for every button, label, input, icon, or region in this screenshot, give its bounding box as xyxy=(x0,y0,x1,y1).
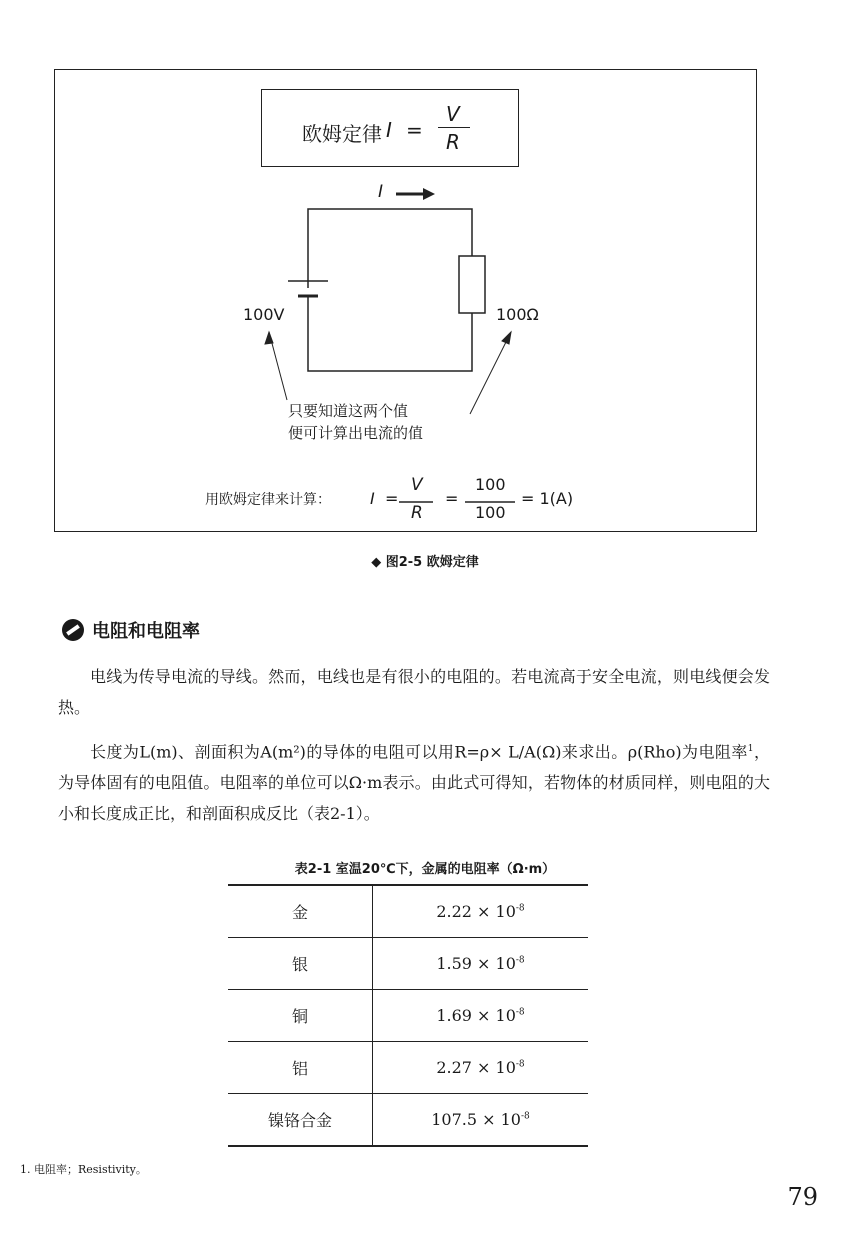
metal-name: 铜 xyxy=(228,990,373,1042)
paragraph-1: 电线为传导电流的导线。然而，电线也是有很小的电阻的。若电流高于安全电流，则电线便会发热。 xyxy=(58,667,770,717)
note-line-2: 便可计算出电流的值 xyxy=(288,424,424,442)
table-row xyxy=(228,990,588,1042)
metal-name: 镍铬合金 xyxy=(228,1094,373,1147)
footnote: 1. 电阻率；Resistivity。 xyxy=(20,1163,147,1176)
formula-equals: = xyxy=(406,118,423,142)
calc-equals-1: = xyxy=(385,489,399,508)
page-number: 79 xyxy=(787,1183,818,1211)
resistivity-value: $2.22 \times 10^{-8}$ xyxy=(373,885,589,938)
calc-equals-2: = xyxy=(445,489,459,508)
resistivity-value: $107.5 \times 10^{-8}$ xyxy=(373,1094,589,1147)
paragraph-2-part-2: ，为导体固有的电阻值。电阻率的单位可以Ω·m表示。由此式可得知，若物体的材质同样，则电阻的大小和长度成正比，和剖面积成反比（表2-1）。 xyxy=(58,742,770,824)
note-line-1: 只要知道这两个值 xyxy=(288,402,409,420)
current-label: I xyxy=(378,182,384,202)
calc-result: = 1(A) xyxy=(521,489,574,508)
resistivity-table xyxy=(228,884,588,1147)
footnote-marker: 1 xyxy=(747,744,754,754)
metal-name: 金 xyxy=(228,885,373,938)
paragraph-2 xyxy=(58,734,770,829)
formula-label: 欧姆定律 xyxy=(302,122,382,146)
section-bullet-icon xyxy=(62,619,84,641)
calc-var-i: I xyxy=(370,489,375,508)
resistance-label: 100Ω xyxy=(496,305,539,324)
voltage-label: 100V xyxy=(243,305,285,324)
metal-name: 银 xyxy=(228,938,373,990)
section-heading xyxy=(62,617,200,643)
resistivity-value: $1.69 \times 10^{-8}$ xyxy=(373,990,589,1042)
figure-ohms-law xyxy=(54,69,757,532)
formula-numerator: V xyxy=(446,102,460,126)
calc-frac2-numerator: 100 xyxy=(475,475,506,494)
calc-prefix: 用欧姆定律来计算： xyxy=(205,492,331,508)
metal-name: 铝 xyxy=(228,1042,373,1094)
circuit-wires xyxy=(308,209,472,371)
current-arrow xyxy=(396,188,435,200)
formula-fraction-bar xyxy=(438,127,470,128)
table-row xyxy=(228,885,588,938)
table-title: 表2-1 室温20℃下，金属的电阻率（Ω·m） xyxy=(294,862,556,877)
formula-var-i: I xyxy=(386,118,392,142)
calc-frac1-numerator: V xyxy=(411,475,423,495)
section-title: 电阻和电阻率 xyxy=(92,621,200,642)
resistor-symbol xyxy=(459,256,485,313)
resistivity-value: $2.27 \times 10^{-8}$ xyxy=(373,1042,589,1094)
calc-frac2-denominator: 100 xyxy=(475,503,506,522)
table-row xyxy=(228,938,588,990)
figure-caption: ◆ 图2-5 欧姆定律 xyxy=(371,555,479,570)
calc-frac1-denominator: R xyxy=(411,503,423,523)
table-row xyxy=(228,1094,588,1147)
resistivity-value: $1.59 \times 10^{-8}$ xyxy=(373,938,589,990)
paragraph-2-part-1: 长度为L(m)、剖面积为A(m²)的导体的电阻可以用R=ρ× L/A(Ω)来求出。ρ(Rho)为电阻率 xyxy=(90,742,748,762)
table-row xyxy=(228,1042,588,1094)
ohms-law-formula-box xyxy=(261,89,519,167)
formula-denominator: R xyxy=(446,130,460,154)
